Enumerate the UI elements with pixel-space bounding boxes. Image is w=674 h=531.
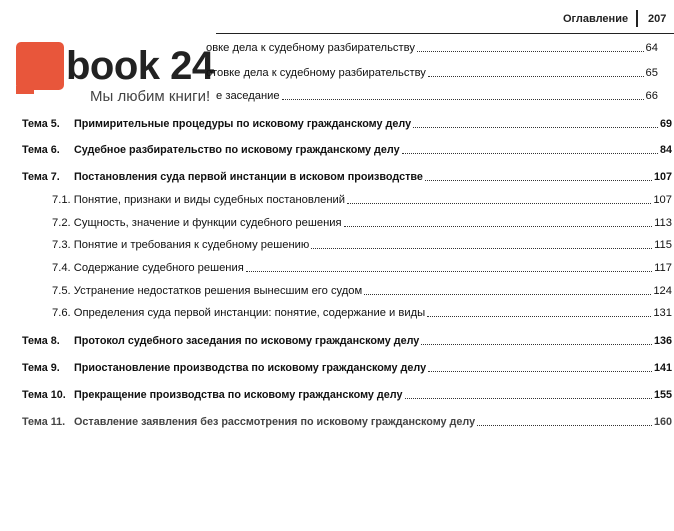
toc-subtopic-row xyxy=(52,306,672,320)
toc-leader-dots xyxy=(417,51,644,52)
book24-tagline: Мы любим книги! xyxy=(90,88,211,105)
toc-row xyxy=(216,89,658,103)
toc-leader-dots xyxy=(477,425,652,426)
header-separator xyxy=(636,10,638,27)
toc-entry-text: овке дела к судебному разбирательству xyxy=(206,42,415,54)
book24-logo xyxy=(14,40,219,106)
toc-subtopic-text: 7.6. Определения суда первой инстанции: понятие, содержание и виды xyxy=(52,307,426,319)
toc-leader-dots xyxy=(405,398,652,399)
toc-subtopic-text: 7.4. Содержание судебного решения xyxy=(52,262,244,274)
book24-logo-icon xyxy=(16,42,64,90)
toc-topic-number: Тема 8. xyxy=(22,335,60,347)
toc-page-number: 84 xyxy=(659,144,672,156)
header-rule xyxy=(216,33,674,34)
toc-topic-row xyxy=(22,143,672,157)
running-header-section: Оглавление xyxy=(563,13,629,25)
book24-wordmark: book 24 xyxy=(66,44,214,88)
toc-topic-number: Тема 7. xyxy=(22,171,60,183)
toc-subtopic-row xyxy=(52,193,672,207)
toc-leader-dots xyxy=(311,248,652,249)
toc-leader-dots xyxy=(364,294,651,295)
toc-leader-dots xyxy=(428,371,652,372)
toc-page-number: 115 xyxy=(654,239,672,251)
toc-topic-title: Прекращение производства по исковому гражданскому делу xyxy=(74,389,403,401)
toc-topic-row xyxy=(22,388,672,402)
toc-leader-dots xyxy=(347,203,651,204)
toc-page-number: 117 xyxy=(654,262,672,274)
toc-page-number: 131 xyxy=(653,307,672,319)
toc-leader-dots xyxy=(428,76,644,77)
running-header-page-number: 207 xyxy=(648,13,667,25)
toc-page-number: 66 xyxy=(645,90,658,102)
toc-leader-dots xyxy=(421,344,652,345)
toc-entry-text: е заседание xyxy=(216,90,280,102)
toc-entry-text: отовке дела к судебному разбирательству xyxy=(206,67,426,79)
toc-topic-row xyxy=(22,170,672,184)
toc-subtopic-text: 7.5. Устранение недостатков решения вынесшим его судом xyxy=(52,285,363,297)
toc-topic-title: Примирительные процедуры по исковому гражданскому делу xyxy=(74,118,412,130)
toc-leader-dots xyxy=(344,226,653,227)
toc-leader-dots xyxy=(402,153,658,154)
toc-subtopic-row xyxy=(52,261,672,275)
toc-page-number: 141 xyxy=(653,362,672,374)
toc-topic-title: Постановления суда первой инстанции в исковом производстве xyxy=(74,171,423,183)
book24-logo-notch xyxy=(16,86,34,94)
toc-subtopic-row xyxy=(52,238,672,252)
toc-topic-title: Оставление заявления без рассмотрения по исковому гражданскому делу xyxy=(74,416,476,428)
toc-page-number: 107 xyxy=(653,171,672,183)
toc-topic-row xyxy=(22,415,672,429)
toc-topic-title: Протокол судебного заседания по исковому гражданскому делу xyxy=(74,335,420,347)
toc-page-number: 64 xyxy=(645,42,658,54)
toc-leader-dots xyxy=(282,99,644,100)
toc-leader-dots xyxy=(425,180,652,181)
toc-subtopic-text: 7.1. Понятие, признаки и виды судебных постановлений xyxy=(52,194,345,206)
toc-topic-row xyxy=(22,361,672,375)
toc-topic-number: Тема 6. xyxy=(22,144,60,156)
toc-subtopic-row xyxy=(52,284,672,298)
toc-page-number: 107 xyxy=(653,194,672,206)
toc-row xyxy=(206,66,658,80)
toc-leader-dots xyxy=(246,271,652,272)
toc-leader-dots xyxy=(413,127,658,128)
toc-topic-number: Тема 5. xyxy=(22,118,60,130)
toc-page-number: 65 xyxy=(645,67,658,79)
toc-row xyxy=(206,41,658,55)
toc-page-number: 69 xyxy=(659,118,672,130)
toc-topic-title: Судебное разбирательство по исковому гражданскому делу xyxy=(74,144,400,156)
toc-page-number: 136 xyxy=(653,335,672,347)
toc-subtopic-text: 7.2. Сущность, значение и функции судебного решения xyxy=(52,217,342,229)
toc-leader-dots xyxy=(427,316,651,317)
toc-topic-row xyxy=(22,117,672,131)
toc-subtopic-row xyxy=(52,216,672,230)
toc-topic-row xyxy=(22,334,672,348)
toc-page-number: 113 xyxy=(654,217,672,229)
toc-topic-number: Тема 9. xyxy=(22,362,60,374)
toc-topic-number: Тема 10. xyxy=(22,389,66,401)
toc-page-number: 124 xyxy=(653,285,672,297)
toc-subtopic-text: 7.3. Понятие и требования к судебному решению xyxy=(52,239,310,251)
toc-page-number: 155 xyxy=(653,389,672,401)
toc-page-number: 160 xyxy=(653,416,672,428)
toc-topic-title: Приостановление производства по исковому гражданскому делу xyxy=(74,362,427,374)
toc-topic-number: Тема 11. xyxy=(22,416,66,428)
